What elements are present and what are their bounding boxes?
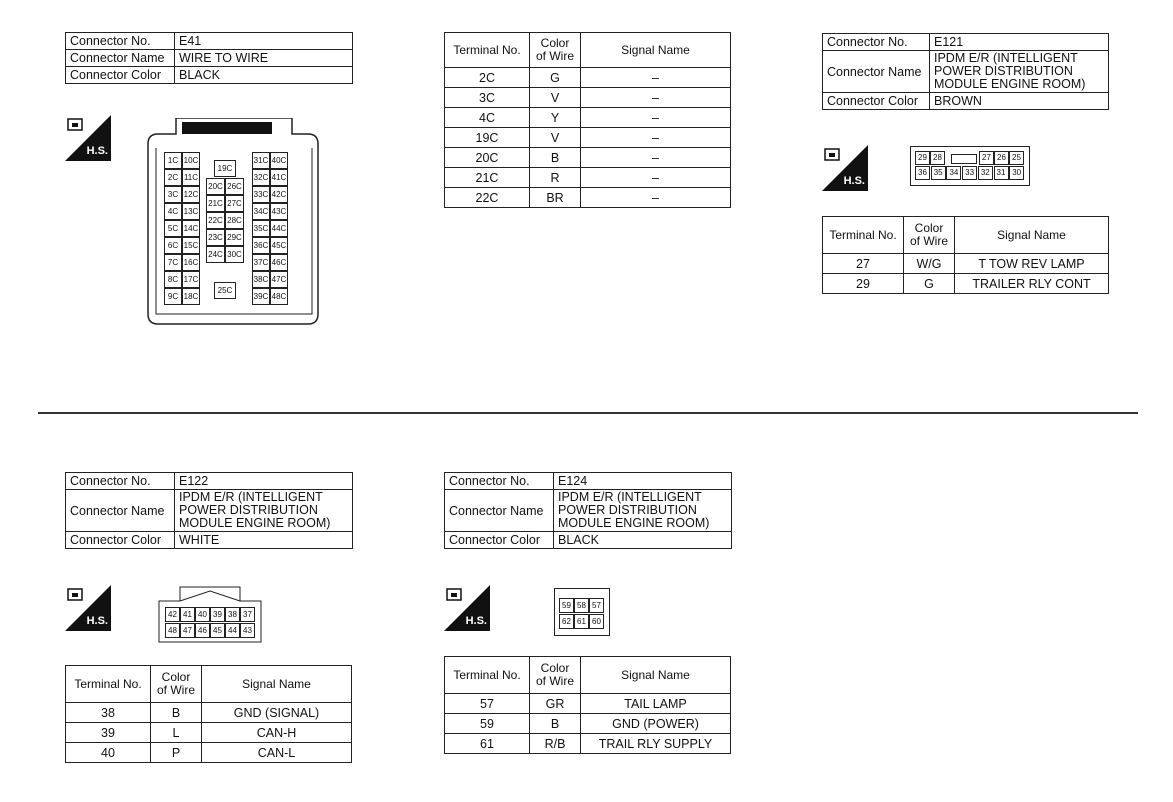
terminal-pin: 21C xyxy=(206,195,225,212)
signal-name-cell: – xyxy=(581,128,731,148)
terminal-no-cell: 20C xyxy=(445,148,530,168)
terminal-pin: 2C xyxy=(164,169,182,186)
header-terminal-no: Terminal No. xyxy=(823,217,904,254)
wire-color-cell: B xyxy=(530,148,581,168)
e122-connector-no: E122 xyxy=(175,473,353,490)
e122-connector-color-row xyxy=(66,532,353,549)
terminal-pin: 34 xyxy=(946,166,961,180)
label-connector-name: Connector Name xyxy=(66,50,175,67)
header-signal-name: Signal Name xyxy=(581,657,731,694)
terminal-pin: 26 xyxy=(994,151,1009,165)
harness-side-icon xyxy=(65,585,111,631)
table-row xyxy=(445,694,731,714)
e121-connector-name-row xyxy=(823,51,1109,93)
terminal-pin: 22C xyxy=(206,212,225,229)
e122-connector-face xyxy=(158,585,262,643)
terminal-pin: 47C xyxy=(270,271,288,288)
signal-name-cell: – xyxy=(581,88,731,108)
label-connector-color: Connector Color xyxy=(823,93,930,110)
e121-terminal-header xyxy=(823,217,1109,254)
harness-side-icon xyxy=(65,115,111,161)
terminal-pin: 30 xyxy=(1009,166,1024,180)
e122-connector-name-row xyxy=(66,490,353,532)
terminal-pin: 5C xyxy=(164,220,182,237)
label-connector-no: Connector No. xyxy=(445,473,554,490)
terminal-pin: 36 xyxy=(915,166,930,180)
wire-color-cell: GR xyxy=(530,694,581,714)
wire-color-cell: G xyxy=(904,274,955,294)
e121-connector-color: BROWN xyxy=(930,93,1109,110)
terminal-no-cell: 59 xyxy=(445,714,530,734)
e41-connector-color: BLACK xyxy=(175,67,353,84)
label-connector-name: Connector Name xyxy=(823,51,930,93)
terminal-pin: 30C xyxy=(225,246,244,263)
terminal-pin: 6C xyxy=(164,237,182,254)
signal-name-cell: – xyxy=(581,68,731,88)
label-connector-color: Connector Color xyxy=(445,532,554,549)
e41-connector-name: WIRE TO WIRE xyxy=(175,50,353,67)
wire-color-cell: B xyxy=(151,703,202,723)
e124-connector-name: IPDM E/R (INTELLIGENT POWER DISTRIBUTION MODULE ENGINE ROOM) xyxy=(554,490,732,532)
e121-connector-face xyxy=(910,146,1030,186)
label-connector-color: Connector Color xyxy=(66,67,175,84)
terminal-pin: 17C xyxy=(182,271,200,288)
terminal-no-cell: 61 xyxy=(445,734,530,754)
terminal-pin: 42C xyxy=(270,186,288,203)
terminal-pin: 46 xyxy=(195,623,210,638)
terminal-no-cell: 39 xyxy=(66,723,151,743)
e122-connector-no-row xyxy=(66,473,353,490)
terminal-no-cell: 4C xyxy=(445,108,530,128)
terminal-pin: 62 xyxy=(559,614,574,629)
e41-connector-color-row xyxy=(66,67,353,84)
table-row xyxy=(823,254,1109,274)
terminal-pin: 45 xyxy=(210,623,225,638)
terminal-pin: 7C xyxy=(164,254,182,271)
hs-label: H.S. xyxy=(843,175,865,187)
e121-connector-color-row xyxy=(823,93,1109,110)
e41-terminal-header xyxy=(445,33,731,68)
wire-color-cell: L xyxy=(151,723,202,743)
terminal-pin: 29C xyxy=(225,229,244,246)
terminal-no-cell: 22C xyxy=(445,188,530,208)
terminal-pin: 38C xyxy=(252,271,270,288)
terminal-pin: 33C xyxy=(252,186,270,203)
header-color-of-wire: Color of Wire xyxy=(151,666,202,703)
e124-info-table xyxy=(444,472,732,549)
terminal-pin: 18C xyxy=(182,288,200,305)
terminal-pin: 44 xyxy=(225,623,240,638)
terminal-pin: 32 xyxy=(978,166,993,180)
header-color-of-wire: Color of Wire xyxy=(904,217,955,254)
terminal-pin: 41C xyxy=(270,169,288,186)
harness-side-icon xyxy=(822,145,868,191)
terminal-pin: 9C xyxy=(164,288,182,305)
terminal-no-cell: 2C xyxy=(445,68,530,88)
terminal-pin: 31 xyxy=(994,166,1009,180)
terminal-no-cell: 40 xyxy=(66,743,151,763)
e124-connector-no-row xyxy=(445,473,732,490)
terminal-pin: 14C xyxy=(182,220,200,237)
table-row xyxy=(445,128,731,148)
hs-label: H.S. xyxy=(465,615,487,627)
terminal-pin: 1C xyxy=(164,152,182,169)
terminal-pin: 13C xyxy=(182,203,200,220)
e41-connector-no-row xyxy=(66,33,353,50)
terminal-pin: 38 xyxy=(225,607,240,622)
header-terminal-no: Terminal No. xyxy=(445,33,530,68)
terminal-pin: 10C xyxy=(182,152,200,169)
terminal-pin: 43 xyxy=(240,623,255,638)
e121-connector-name: IPDM E/R (INTELLIGENT POWER DISTRIBUTION MODULE ENGINE ROOM) xyxy=(930,51,1109,93)
e121-info-table xyxy=(822,33,1109,110)
header-signal-name: Signal Name xyxy=(581,33,731,68)
table-row xyxy=(66,723,352,743)
wire-color-cell: W/G xyxy=(904,254,955,274)
wire-color-cell: V xyxy=(530,88,581,108)
table-row xyxy=(445,88,731,108)
e124-connector-no: E124 xyxy=(554,473,732,490)
terminal-pin: 39 xyxy=(210,607,225,622)
terminal-pin: 39C xyxy=(252,288,270,305)
wire-color-cell: Y xyxy=(530,108,581,128)
terminal-pin: 28 xyxy=(930,151,945,165)
terminal-pin: 16C xyxy=(182,254,200,271)
signal-name-cell: TRAILER RLY CONT xyxy=(955,274,1109,294)
table-row xyxy=(445,188,731,208)
label-connector-no: Connector No. xyxy=(823,34,930,51)
signal-name-cell: GND (POWER) xyxy=(581,714,731,734)
terminal-pin: 27C xyxy=(225,195,244,212)
e41-connector-name-row xyxy=(66,50,353,67)
label-connector-color: Connector Color xyxy=(66,532,175,549)
terminal-pin: 33 xyxy=(962,166,977,180)
signal-name-cell: CAN-L xyxy=(202,743,352,763)
terminal-pin: 25C xyxy=(214,282,236,299)
label-connector-no: Connector No. xyxy=(66,33,175,50)
hs-label: H.S. xyxy=(86,615,108,627)
e122-info-table xyxy=(65,472,353,549)
terminal-pin: 37C xyxy=(252,254,270,271)
connector-key-slot xyxy=(951,154,977,164)
terminal-pin: 23C xyxy=(206,229,225,246)
terminal-pin: 8C xyxy=(164,271,182,288)
e121-terminal-table xyxy=(822,216,1109,294)
terminal-pin: 40C xyxy=(270,152,288,169)
e41-connector-face xyxy=(146,118,322,328)
terminal-no-cell: 57 xyxy=(445,694,530,714)
terminal-no-cell: 38 xyxy=(66,703,151,723)
e121-connector-no-row xyxy=(823,34,1109,51)
terminal-pin: 26C xyxy=(225,178,244,195)
table-row xyxy=(445,734,731,754)
e121-connector-no: E121 xyxy=(930,34,1109,51)
terminal-pin: 35C xyxy=(252,220,270,237)
wire-color-cell: G xyxy=(530,68,581,88)
terminal-pin: 32C xyxy=(252,169,270,186)
terminal-pin: 48 xyxy=(165,623,180,638)
wire-color-cell: BR xyxy=(530,188,581,208)
terminal-pin: 19C xyxy=(214,160,236,177)
terminal-pin: 48C xyxy=(270,288,288,305)
e122-connector-color: WHITE xyxy=(175,532,353,549)
header-signal-name: Signal Name xyxy=(202,666,352,703)
terminal-pin: 60 xyxy=(589,614,604,629)
terminal-pin: 20C xyxy=(206,178,225,195)
terminal-pin: 58 xyxy=(574,598,589,613)
table-row xyxy=(445,68,731,88)
signal-name-cell: TRAIL RLY SUPPLY xyxy=(581,734,731,754)
e124-connector-color-row xyxy=(445,532,732,549)
terminal-pin: 25 xyxy=(1009,151,1024,165)
wire-color-cell: R xyxy=(530,168,581,188)
terminal-no-cell: 29 xyxy=(823,274,904,294)
terminal-pin: 29 xyxy=(915,151,930,165)
table-row xyxy=(445,714,731,734)
terminal-pin: 35 xyxy=(931,166,946,180)
wire-color-cell: B xyxy=(530,714,581,734)
e124-connector-color: BLACK xyxy=(554,532,732,549)
terminal-pin: 36C xyxy=(252,237,270,254)
header-color-of-wire: Color of Wire xyxy=(530,657,581,694)
terminal-pin: 40 xyxy=(195,607,210,622)
section-divider xyxy=(38,412,1138,414)
terminal-pin: 59 xyxy=(559,598,574,613)
table-row xyxy=(66,703,352,723)
table-row xyxy=(66,743,352,763)
e124-connector-face xyxy=(554,588,610,636)
terminal-pin: 46C xyxy=(270,254,288,271)
wire-color-cell: V xyxy=(530,128,581,148)
header-color-of-wire: Color of Wire xyxy=(530,33,581,68)
table-row xyxy=(445,108,731,128)
terminal-pin: 12C xyxy=(182,186,200,203)
terminal-pin: 37 xyxy=(240,607,255,622)
terminal-pin: 34C xyxy=(252,203,270,220)
e122-terminal-header xyxy=(66,666,352,703)
label-connector-no: Connector No. xyxy=(66,473,175,490)
wire-color-cell: R/B xyxy=(530,734,581,754)
terminal-pin: 57 xyxy=(589,598,604,613)
terminal-pin: 27 xyxy=(979,151,994,165)
terminal-pin: 11C xyxy=(182,169,200,186)
terminal-pin: 31C xyxy=(252,152,270,169)
label-connector-name: Connector Name xyxy=(445,490,554,532)
table-row xyxy=(823,274,1109,294)
terminal-pin: 43C xyxy=(270,203,288,220)
signal-name-cell: – xyxy=(581,168,731,188)
signal-name-cell: – xyxy=(581,148,731,168)
header-signal-name: Signal Name xyxy=(955,217,1109,254)
e124-terminal-header xyxy=(445,657,731,694)
terminal-pin: 47 xyxy=(180,623,195,638)
terminal-pin: 15C xyxy=(182,237,200,254)
terminal-pin: 61 xyxy=(574,614,589,629)
terminal-pin: 24C xyxy=(206,246,225,263)
signal-name-cell: TAIL LAMP xyxy=(581,694,731,714)
signal-name-cell: CAN-H xyxy=(202,723,352,743)
e124-terminal-table xyxy=(444,656,731,754)
terminal-no-cell: 21C xyxy=(445,168,530,188)
terminal-pin: 44C xyxy=(270,220,288,237)
table-row xyxy=(445,148,731,168)
terminal-pin: 4C xyxy=(164,203,182,220)
terminal-pin: 28C xyxy=(225,212,244,229)
harness-side-icon xyxy=(444,585,490,631)
signal-name-cell: T TOW REV LAMP xyxy=(955,254,1109,274)
terminal-pin: 3C xyxy=(164,186,182,203)
terminal-no-cell: 19C xyxy=(445,128,530,148)
hs-label: H.S. xyxy=(86,145,108,157)
label-connector-name: Connector Name xyxy=(66,490,175,532)
header-terminal-no: Terminal No. xyxy=(66,666,151,703)
header-terminal-no: Terminal No. xyxy=(445,657,530,694)
e124-connector-name-row xyxy=(445,490,732,532)
signal-name-cell: – xyxy=(581,108,731,128)
signal-name-cell: – xyxy=(581,188,731,208)
e41-connector-no: E41 xyxy=(175,33,353,50)
wire-color-cell: P xyxy=(151,743,202,763)
signal-name-cell: GND (SIGNAL) xyxy=(202,703,352,723)
table-row xyxy=(445,168,731,188)
terminal-pin: 45C xyxy=(270,237,288,254)
e41-info-table xyxy=(65,32,353,84)
e122-terminal-table xyxy=(65,665,352,763)
terminal-no-cell: 3C xyxy=(445,88,530,108)
terminal-no-cell: 27 xyxy=(823,254,904,274)
e122-connector-name: IPDM E/R (INTELLIGENT POWER DISTRIBUTION MODULE ENGINE ROOM) xyxy=(175,490,353,532)
terminal-pin: 42 xyxy=(165,607,180,622)
e41-terminal-table xyxy=(444,32,731,208)
terminal-pin: 41 xyxy=(180,607,195,622)
